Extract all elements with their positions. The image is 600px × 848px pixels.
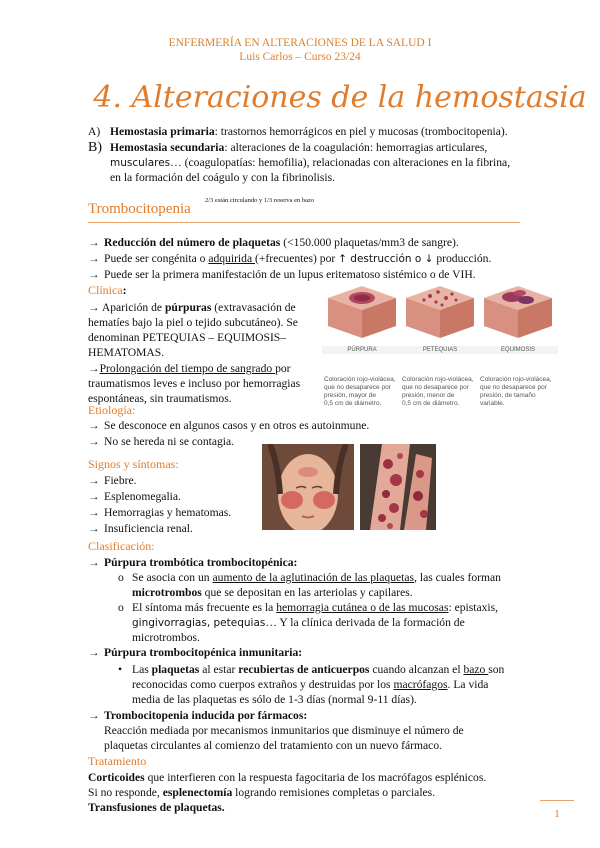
ptt-title bbox=[88, 555, 297, 570]
caption-line: presión, menor de bbox=[402, 392, 455, 399]
pti-title bbox=[88, 645, 302, 660]
intro-a bbox=[88, 124, 548, 139]
clinica-p2-line2: traumatismos leves e incluso por hemorragias bbox=[88, 377, 301, 390]
arrow-icon: → bbox=[88, 522, 100, 535]
clinica-p1-line2: hematíes bajo la piel o tejido subcutáneo). Se bbox=[88, 316, 298, 329]
arrow-icon: → bbox=[88, 236, 100, 249]
intro-b-text1: : alteraciones de la coagulación: hemorragias articulares, bbox=[224, 141, 488, 154]
ptt-o2-u: hemorragia cutánea o de las mucosas bbox=[276, 601, 449, 614]
pti-item bbox=[118, 662, 538, 677]
tif-bold: Trombocitopenia inducida por fármacos: bbox=[104, 709, 308, 722]
pti-u2: macrófagos bbox=[393, 678, 448, 691]
caption-line: que no desaparece por bbox=[402, 384, 469, 391]
signos-item bbox=[88, 489, 181, 504]
clasificacion-heading: Clasificación: bbox=[88, 539, 155, 553]
caption-line: variable. bbox=[480, 400, 505, 407]
skin-illustrations bbox=[322, 280, 558, 344]
ptt-o1-u: aumento de la aglutinación de las plaquetas bbox=[212, 571, 415, 584]
signos-item bbox=[88, 505, 231, 520]
etiologia-l2: No se hereda ni se contagia. bbox=[104, 435, 235, 448]
arrow-icon: → bbox=[88, 362, 100, 375]
page-title: 4. Alteraciones de la hemostasia bbox=[93, 80, 587, 115]
trat-l3-bold: Transfusiones de plaquetas. bbox=[88, 801, 225, 814]
clinica-p1-line3: denominan PETEQUIAS – EQUIMOSIS– bbox=[88, 331, 287, 344]
pti-bold: Púrpura trombocitopénica inmunitaria: bbox=[104, 646, 303, 659]
clinica-p2-a: por bbox=[275, 362, 291, 375]
signos-heading: Signos y síntomas: bbox=[88, 457, 179, 471]
arrow-icon: → bbox=[88, 646, 100, 659]
etiologia-line1 bbox=[88, 418, 448, 433]
figure-label-equimosis: EQUIMOSIS bbox=[478, 346, 558, 354]
face-photo bbox=[262, 444, 354, 530]
trombo-line2 bbox=[88, 251, 548, 267]
pti-d: cuando alcanzan el bbox=[369, 663, 464, 676]
tif-line2: plaquetas circulantes al comienzo del tratamiento con un nuevo fármaco. bbox=[104, 739, 443, 752]
figure-caption-equimosis bbox=[480, 376, 556, 408]
ptt-item-2-line2 bbox=[132, 615, 532, 631]
caption-line: que no desaparece por bbox=[480, 384, 547, 391]
signos-item-text: Insuficiencia renal. bbox=[104, 522, 193, 535]
ptt-o1-c: que se depositan en las arteriolas y capilares. bbox=[201, 586, 413, 599]
trombo-l2-hand: ↑ destrucción o ↓ bbox=[338, 253, 434, 265]
intro-b-text2: … (coagulopatías: hemofilia), relacionadas con alteraciones en la fibrina, bbox=[170, 156, 511, 169]
tratamiento-line2 bbox=[88, 785, 548, 800]
pti-a: Las bbox=[132, 663, 152, 676]
clinica-heading bbox=[88, 283, 127, 298]
pti-item-line3: media de las plaquetas es sólo de 1-3 días (normal 9-11 días). bbox=[132, 693, 417, 706]
clinica-p2 bbox=[88, 361, 316, 406]
trombo-rule bbox=[88, 222, 520, 223]
intro-b-bold: Hemostasia secundaria bbox=[110, 141, 225, 154]
trombo-l2-c: producción. bbox=[433, 252, 492, 265]
tif-line1: Reacción mediada por mecanismos inmunitarios que disminuye el número de bbox=[104, 724, 464, 737]
tratamiento-line1 bbox=[88, 770, 548, 785]
pti-b2: recubiertas de anticuerpos bbox=[238, 663, 370, 676]
ptt-item-1-line2 bbox=[132, 585, 532, 600]
circle-bullet-icon: o bbox=[118, 571, 124, 584]
pti-item-line2 bbox=[132, 677, 542, 692]
figure-caption-purpura bbox=[324, 376, 400, 408]
face-rash-image bbox=[262, 444, 354, 530]
page-number-rule bbox=[540, 800, 574, 801]
ptt-item-1 bbox=[118, 570, 518, 585]
clinica-p1-a: Aparición de bbox=[101, 301, 165, 314]
figure-label-purpura: PÚRPURA bbox=[322, 346, 402, 354]
purpura-figure bbox=[322, 280, 558, 412]
ptt-item-2 bbox=[118, 600, 528, 615]
intro-b-hand: musculares bbox=[110, 157, 171, 169]
trombo-l2-u: adquirida bbox=[208, 252, 255, 265]
intro-b bbox=[88, 140, 548, 155]
arrow-icon: → bbox=[88, 709, 100, 722]
clinica-p1 bbox=[88, 300, 316, 360]
signos-item-text: Esplenomegalia. bbox=[104, 490, 181, 503]
trombo-note: 2/3 están circulando y 1/3 reserva en bazo bbox=[205, 197, 315, 204]
pti-b1: plaquetas bbox=[151, 663, 200, 676]
trombo-l1-bold: Reducción del número de plaquetas bbox=[104, 236, 281, 249]
arrow-icon: → bbox=[88, 490, 100, 503]
ptt-o2-hand: gingivorragias, petequias bbox=[132, 617, 266, 629]
equimosis-skin-block bbox=[484, 286, 552, 338]
arrow-icon: → bbox=[88, 419, 100, 432]
clinica-p1-line4: HEMATOMAS. bbox=[88, 346, 165, 359]
etiologia-l1: Se desconoce en algunos casos y en otros es autoinmune. bbox=[104, 419, 370, 432]
clinica-p2-u: Prolongación del tiempo de sangrado bbox=[99, 362, 276, 375]
trat-l2-a: Si no responde, bbox=[88, 786, 163, 799]
etiologia-heading: Etiología: bbox=[88, 403, 136, 417]
intro-b-line3: en la formación del coágulo y con la fibrinolisis. bbox=[110, 171, 336, 184]
figure-label-petequias: PETEQUIAS bbox=[400, 346, 480, 354]
caption-line: que no desaparece por bbox=[324, 384, 391, 391]
caption-line: Coloración rojo-violácea, bbox=[480, 376, 552, 383]
arrow-icon: → bbox=[88, 474, 100, 487]
caption-line: presión, de tamaño bbox=[480, 392, 536, 399]
caption-line: 0,5 cm de diámetro. bbox=[402, 400, 460, 407]
arrow-icon: → bbox=[88, 252, 100, 265]
ptt-o1-bold: microtrombos bbox=[132, 586, 202, 599]
header-author: Luis Carlos – Curso 23/24 bbox=[239, 51, 361, 63]
purpura-skin-block bbox=[328, 286, 396, 338]
dot-bullet-icon: • bbox=[118, 663, 123, 676]
intro-b-line2 bbox=[110, 155, 550, 171]
arrow-icon: → bbox=[88, 556, 100, 569]
tratamiento-line3 bbox=[88, 800, 548, 815]
pti-line2a: reconocidas como cuerpos extraños y destruidas por los bbox=[132, 678, 394, 691]
caption-line: Coloración rojo-violácea, bbox=[324, 376, 396, 383]
page-number: 1 bbox=[554, 808, 560, 820]
trombo-l2-a: Puede ser congénita o bbox=[104, 252, 209, 265]
signos-item-text: Hemorragias y hematomas. bbox=[104, 506, 232, 519]
ptt-o2-c: … Y la clínica derivada de la formación de bbox=[265, 616, 465, 629]
trombo-l2-b: (+frecuentes) por bbox=[255, 252, 339, 265]
trombo-l1-text: (<150.000 plaquetas/mm3 de sangre). bbox=[280, 236, 459, 249]
circle-bullet-icon: o bbox=[118, 601, 124, 614]
intro-a-text: : trastornos hemorrágicos en piel y mucosas (trombocitopenia). bbox=[214, 125, 508, 138]
pti-line2b: . La vida bbox=[447, 678, 489, 691]
pti-e: son bbox=[488, 663, 505, 676]
trat-l2-bold: esplenectomía bbox=[162, 786, 233, 799]
clinica-colon: : bbox=[122, 283, 127, 297]
leg-purpura-image bbox=[360, 444, 436, 530]
intro-b-letter: B) bbox=[88, 140, 102, 155]
petequias-skin-block bbox=[406, 286, 474, 338]
pti-u1: bazo bbox=[463, 663, 489, 676]
arrow-icon: → bbox=[88, 268, 100, 281]
trombo-heading: Trombocitopenia bbox=[88, 201, 191, 217]
intro-a-letter: A) bbox=[88, 125, 101, 138]
arrow-icon: → bbox=[88, 435, 100, 448]
figure-caption-petequias bbox=[402, 376, 478, 408]
ptt-item-2-line3: microtrombos. bbox=[132, 631, 200, 644]
leg-photo bbox=[360, 444, 436, 530]
tif-title bbox=[88, 708, 307, 723]
signos-item bbox=[88, 473, 137, 488]
header-course: ENFERMERÍA EN ALTERACIONES DE LA SALUD I bbox=[168, 37, 432, 49]
signos-item bbox=[88, 521, 193, 536]
trat-l1-bold: Corticoides bbox=[88, 771, 145, 784]
caption-line: Coloración rojo-violácea, bbox=[402, 376, 474, 383]
caption-line: presión, mayor de bbox=[324, 392, 377, 399]
clinica-p2-line3: espontáneas, sin traumatismos. bbox=[88, 392, 232, 405]
caption-line: 0,5 cm de diámetro. bbox=[324, 400, 382, 407]
ptt-o2-a: El síntoma más frecuente es la bbox=[132, 601, 277, 614]
clinica-p1-bold: púrpuras bbox=[164, 301, 212, 314]
trombo-l3: Puede ser la primera manifestación de un lupus eritematoso sistémico o de VIH. bbox=[104, 268, 476, 281]
arrow-icon: → bbox=[88, 506, 100, 519]
trat-l2-b: logrando remisiones completas o parciales. bbox=[232, 786, 436, 799]
ptt-bold: Púrpura trombótica trombocitopénica: bbox=[104, 556, 298, 569]
clinica-heading-text: Clínica bbox=[88, 283, 123, 297]
ptt-o2-b: : epistaxis, bbox=[448, 601, 499, 614]
trat-l1-text: que interfieren con la respuesta fagocitaria de los macrófagos esplénicos. bbox=[144, 771, 487, 784]
intro-a-bold: Hemostasia primaria bbox=[110, 125, 215, 138]
clinica-p1-b: (extravasación de bbox=[211, 301, 296, 314]
ptt-o1-a: Se asocia con un bbox=[132, 571, 213, 584]
pti-c: al estar bbox=[199, 663, 239, 676]
ptt-o1-b: , las cuales forman bbox=[414, 571, 501, 584]
signos-item-text: Fiebre. bbox=[104, 474, 137, 487]
trombo-line1 bbox=[88, 235, 548, 250]
arrow-icon: → bbox=[88, 301, 100, 314]
tratamiento-heading: Tratamiento bbox=[88, 754, 147, 768]
